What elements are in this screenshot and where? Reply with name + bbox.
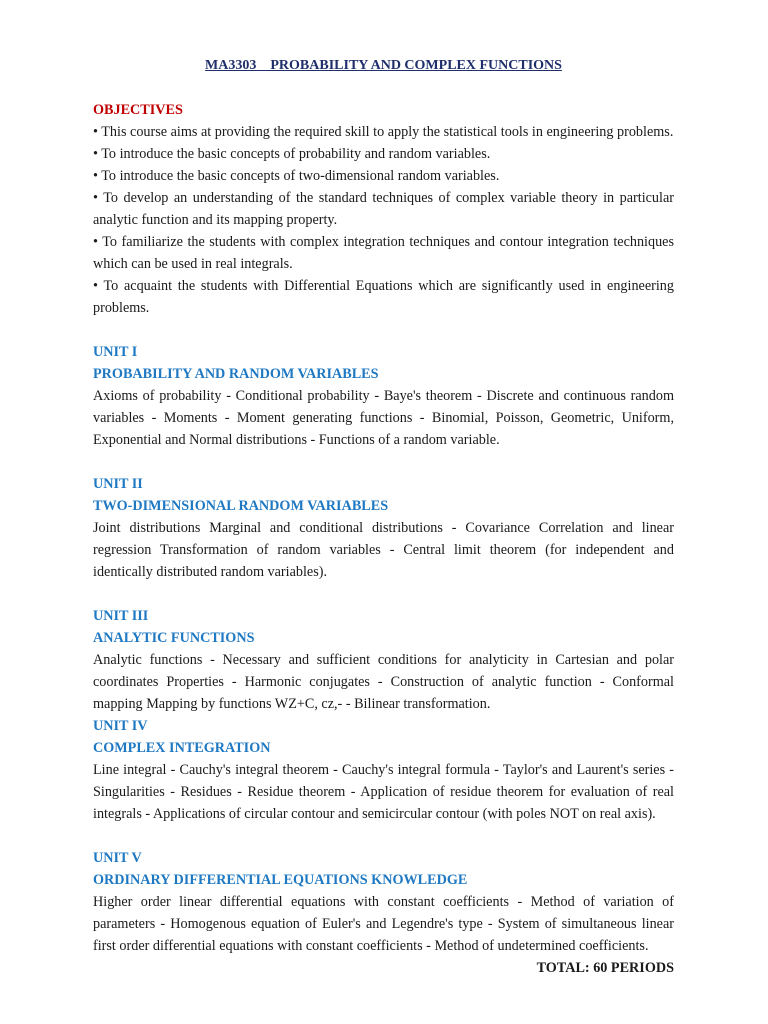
unit-3-section [93, 605, 674, 715]
objective-item: • This course aims at providing the required skill to apply the statistical tools in engineering problems. [93, 124, 674, 140]
unit-5-title: ORDINARY DIFFERENTIAL EQUATIONS KNOWLEDGE [93, 872, 468, 888]
unit-3-title: ANALYTIC FUNCTIONS [93, 630, 255, 646]
objective-item: • To familiarize the students with complex integration techniques and contour integration techniques which can be used in real integrals. [93, 234, 674, 272]
unit-2-body: Joint distributions Marginal and conditional distributions - Covariance Correlation and linear regression Transformation of random variables - Central limit theorem (for independent and identically distributed random variables). [93, 520, 674, 580]
course-title: MA3303 PROBABILITY AND COMPLEX FUNCTIONS [205, 58, 562, 73]
objectives-heading: OBJECTIVES [93, 102, 183, 118]
unit-4-label: UNIT IV [93, 718, 148, 734]
unit-1-label: UNIT I [93, 344, 138, 360]
unit-5-label: UNIT V [93, 850, 142, 866]
unit-2-label: UNIT II [93, 476, 143, 492]
objective-item: • To develop an understanding of the standard techniques of complex variable theory in particular analytic function and its mapping property. [93, 190, 674, 228]
spacer [93, 451, 674, 473]
objectives-list [93, 121, 674, 319]
unit-5-section [93, 847, 674, 957]
unit-4-section [93, 715, 674, 825]
syllabus-page [93, 55, 674, 979]
objective-item: • To introduce the basic concepts of two-dimensional random variables. [93, 168, 500, 184]
unit-1-section [93, 341, 674, 451]
unit-3-label: UNIT III [93, 608, 149, 624]
unit-1-body: Axioms of probability - Conditional probability - Baye's theorem - Discrete and continuous random variables - Moments - Moment generating functions - Binomial, Poisson, Geometric, Uniform, Exponential and Normal distributions - Functions of a random variable. [93, 388, 674, 448]
unit-2-title: TWO-DIMENSIONAL RANDOM VARIABLES [93, 498, 389, 514]
unit-4-body: Line integral - Cauchy's integral theorem - Cauchy's integral formula - Taylor's and Laurent's series - Singularities - Residues - Residue theorem - Application of residue theorem for evaluation of real integrals - Applications of circular contour and semicircular contour (with poles NOT on real axis). [93, 762, 674, 822]
unit-1-title: PROBABILITY AND RANDOM VARIABLES [93, 366, 379, 382]
unit-5-body: Higher order linear differential equations with constant coefficients - Method of variation of parameters - Homogenous equation of Euler's and Legendre's type - System of simultaneous linear first order differential equations with constant coefficients - Method of undetermined coefficients. [93, 894, 674, 954]
unit-4-title: COMPLEX INTEGRATION [93, 740, 271, 756]
unit-2-section [93, 473, 674, 583]
unit-3-body: Analytic functions - Necessary and sufficient conditions for analyticity in Cartesian and polar coordinates Properties - Harmonic conjugates - Construction of analytic function - Conformal mapping Mapping by functions WZ+C, cz,- - Bilinear transformation. [93, 652, 674, 712]
objective-item: • To introduce the basic concepts of probability and random variables. [93, 146, 491, 162]
total-periods: TOTAL: 60 PERIODS [536, 960, 674, 976]
objective-item: • To acquaint the students with Differential Equations which are significantly used in engineering problems. [93, 278, 674, 316]
spacer [93, 319, 674, 341]
spacer [93, 825, 674, 847]
spacer [93, 583, 674, 605]
